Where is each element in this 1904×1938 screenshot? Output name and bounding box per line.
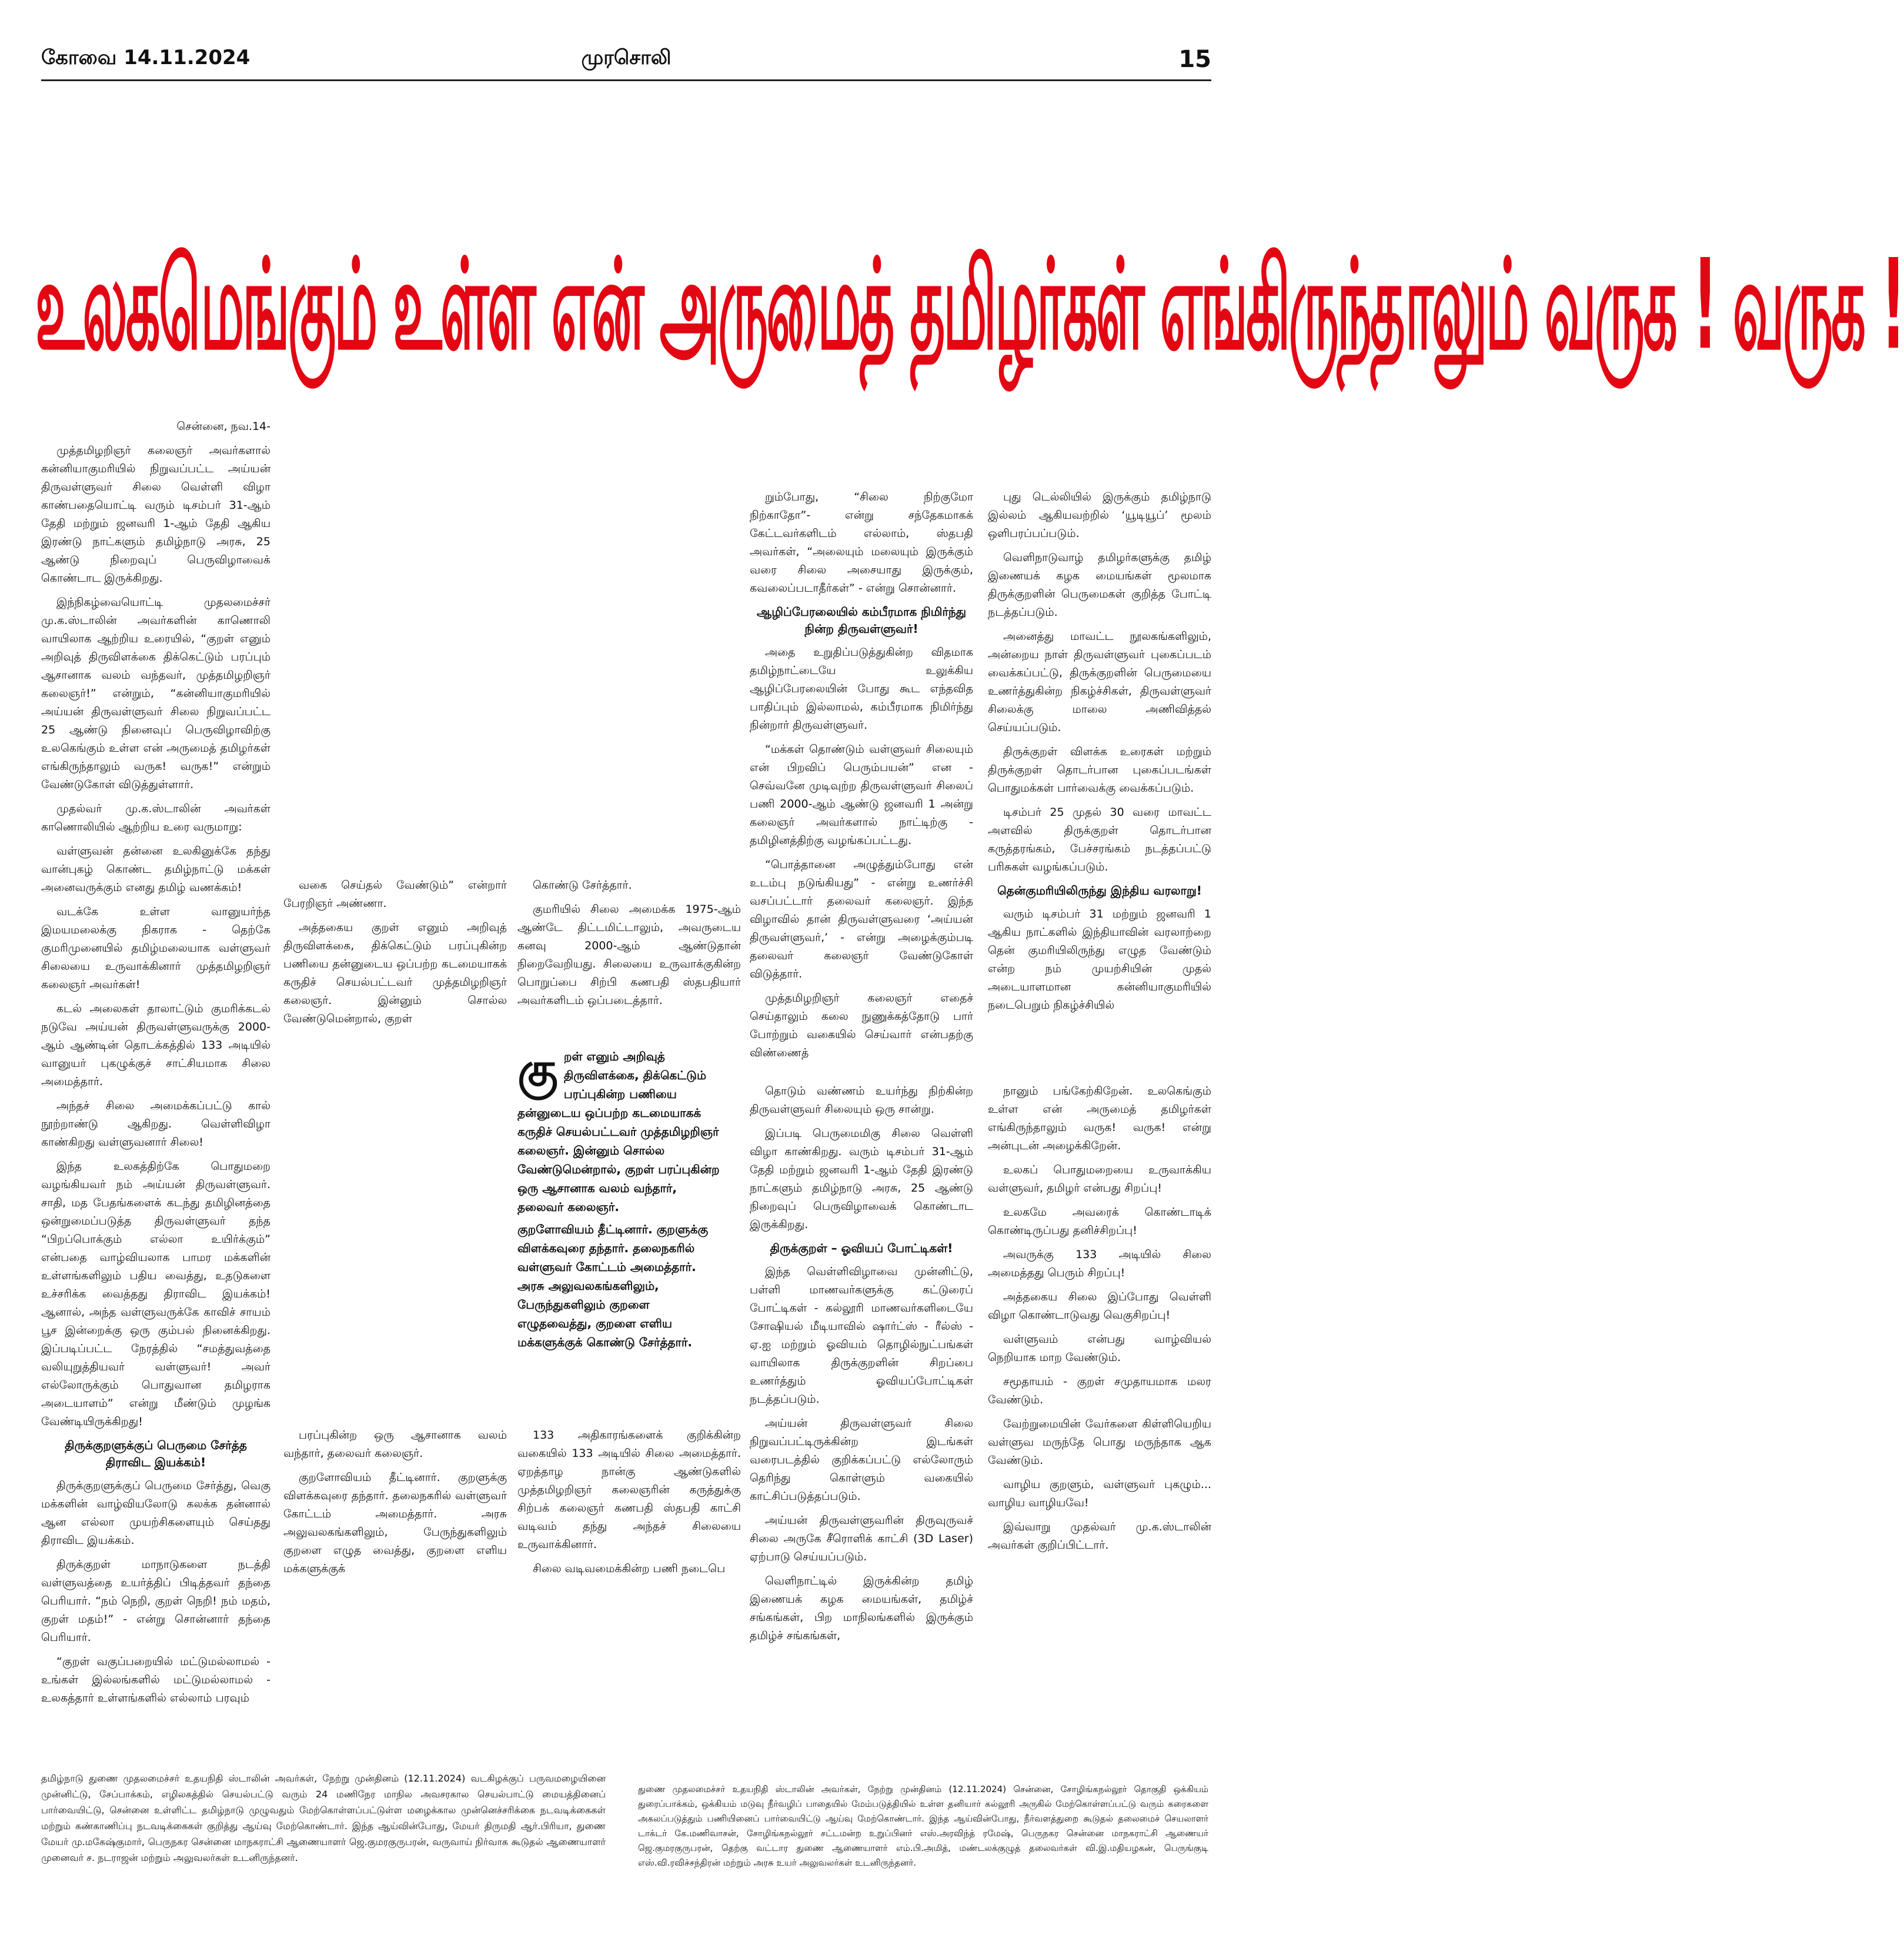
- article-column-3-upper: [517, 876, 741, 1016]
- article-column-2-upper: [283, 876, 507, 1034]
- article-column-2-lower: [283, 1426, 507, 1584]
- subheading: திருக்குறள் – ஓவியப் போட்டிகள்!: [770, 1241, 953, 1255]
- paragraph: பரப்புகின்ற ஒரு ஆசானாக வலம் வந்தார், தலைவர் கலைஞர்.: [283, 1429, 507, 1460]
- paragraph: இந்நிகழ்வையொட்டி முதலமைச்சர் மு.க.ஸ்டாலின் அவர்களின் காணொலி வாயிலாக ஆற்றிய உரையில், “குறள் எனும் அறிவுத் திருவிளக்கை திக்கெட்டும் பரப்பும் ஆசானாக வலம் வந்தவர், முத்தமிழறிஞர் கலைஞர்!” என்றும், “கன்னியாகுமரியில் அய்யன் திருவள்ளுவர் சிலை நிறுவப்பட்ட 25 ஆண்டு நினைவுப் பெருவிழாவிற்கு உலகெங்கும் உள்ள என் அருமைத் தமிழர்கள் எங்கிருந்தாலும் வருக! வருக!” என்றும் வேண்டுகோள் விடுத்துள்ளார்.: [41, 596, 270, 791]
- masthead: முரசொலி: [581, 46, 672, 69]
- paragraph: அய்யன் திருவள்ளுவர் சிலை நிறுவப்பட்டிருக்கின்ற இடங்கள் வரைபடத்தில் குறிக்கப்பட்டு எல்லோரும் தெரிந்து கொள்ளும் வகையில் காட்சிப்படுத்தப்படும்.: [750, 1417, 973, 1503]
- subheading: தென்குமரியிலிருந்து இந்திய வரலாறு!: [997, 883, 1202, 898]
- paragraph: முத்தமிழறிஞர் கலைஞர் அவர்களால் கன்னியாகுமரியில் நிறுவப்பட்ட அய்யன் திருவள்ளுவர் சிலை வெள்ளி விழா காண்பதையொட்டி வரும் டிசம்பர் 31-ஆம் தேதி மற்றும் ஜனவரி 1-ஆம் தேதி ஆகிய இரண்டு நாட்களும் தமிழ்நாடு அரசு, 25 ஆண்டு நிறைவுப் பெருவிழாவைக் கொண்டாட இருக்கிறது.: [41, 444, 270, 585]
- paragraph: வேற்றுமையின் வேர்களை கிள்ளியெறிய வள்ளுவ மருந்தே பொது மருந்தாக ஆக வேண்டும்.: [988, 1417, 1211, 1467]
- subheading: ஆழிப்பேரலையில் கம்பீரமாக நிமிர்ந்து நின்ற திருவள்ளுவர்!: [756, 605, 967, 636]
- paragraph: வெளிநாடுவாழ் தமிழர்களுக்கு தமிழ் இணையக் கழக மையங்கள் மூலமாக திருக்குறளின் பெருமைகள் குறித்த போட்டி நடத்தப்படும்.: [988, 551, 1211, 619]
- paragraph: இந்த உலகத்திற்கே பொதுமறை வழங்கியவர் நம் அய்யன் திருவள்ளுவர். சாதி, மத பேதங்களைக் கடந்து தமிழினத்தை ஒன்றுமைப்படுத்த திருவள்ளுவர் தந்த “பிறப்பொக்கும் எல்லா உயிர்க்கும்” என்பதை வாழ்வியலாக பாமர மக்களின் உள்ளங்களிலும் பதிய வைத்து, உதடுகளை உச்சரிக்க வைத்தது திராவிட இயக்கம்! ஆனால், அந்த வள்ளுவருக்கே காவிச் சாயம் பூச இன்றைக்கு ஒரு கும்பல் நினைக்கிறது. இப்படிப்பட்ட நேரத்தில் “சமத்துவத்தை வலியுறுத்தியவர் வள்ளுவர்! அவர் எல்லோருக்கும் பொதுவான தமிழராக அடையாளம்” என்று மீண்டும் முழங்க வேண்டியிருக்கிறது!: [41, 1160, 270, 1428]
- article-column-5: [988, 488, 1211, 1020]
- paragraph: வாழிய குறளும், வள்ளுவர் புகழும்... வாழிய வாழியவே!: [988, 1478, 1211, 1509]
- article-column-4-lower: [750, 1082, 973, 1651]
- paragraph: இப்படி பெருமைமிகு சிலை வெள்ளி விழா காண்கிறது. வரும் டிசம்பர் 31-ஆம் தேதி மற்றும் ஜனவரி 1-ஆம் தேதி இரண்டு நாட்களும் தமிழ்நாடு அரசு, 25 ஆண்டு நிறைவுப் பெருவிழாவைக் கொண்டாட இருக்கிறது.: [750, 1127, 973, 1231]
- paragraph: 133 அதிகாரங்களைக் குறிக்கின்ற வகையில் 133 அடியில் சிலை அமைத்தார். ஏறத்தாழ நான்கு ஆண்டுகளில் முத்தமிழறிஞர் கலைஞரின் கருத்துக்கு சிற்பக் கலைஞர் கணபதி ஸ்தபதி காட்சி வடிவம் தந்து அந்தச் சிலையை உருவாக்கினார்.: [517, 1429, 741, 1551]
- page-header: [41, 46, 1211, 81]
- paragraph: திருக்குறள் விளக்க உரைகள் மற்றும் திருக்குறள் தொடர்பான புகைப்படங்கள் பொதுமக்கள் பார்வைக்கு வைக்கப்படும்.: [988, 745, 1211, 795]
- paragraph: அத்தகைய சிலை இப்போது வெள்ளி விழா கொண்டாடுவது வெகுசிறப்பு!: [988, 1290, 1211, 1322]
- article-column-1: [41, 418, 270, 1713]
- paragraph: “பொத்தானை அழுத்தும்போது என் உடம்பு நடுங்கியது” - என்று உணர்ச்சி வசப்பட்டார் தலைவர் கலைஞர். இந்த விழாவில் தான் திருவள்ளுவரை ‘அய்யன் திருவள்ளுவர்,’ - என்று அழைக்கும்படி தலைவர் கலைஞர் வேண்டுகோள் விடுத்தார்.: [750, 858, 973, 980]
- subheading: திருக்குறளுக்குப் பெருமை சேர்த்த திராவிட இயக்கம்!: [65, 1438, 247, 1469]
- paragraph: திருக்குறள் மாநாடுகளை நடத்தி வள்ளுவத்தை உயர்த்திப் பிடித்தவர் தந்தை பெரியார். “நம் நெறி, குறள் நெறி! நம் மதம், குறள் மதம்!” - என்று சொன்னார் தந்தை பெரியார்.: [41, 1558, 270, 1644]
- paragraph: புது டெல்லியில் இருக்கும் தமிழ்நாடு இல்லம் ஆகியவற்றில் ‘யூடியூப்’ மூலம் ஒளிபரப்பப்படும்.: [988, 491, 1211, 540]
- paragraph: உலகப் பொதுமறையை உருவாக்கிய வள்ளுவர், தமிழர் என்பது சிறப்பு!: [988, 1163, 1211, 1195]
- pull-quote-text: குறளோவியம் தீட்டினார். குறளுக்கு விளக்கவுரை தந்தார். தலைநகரில் வள்ளுவர் கோட்டம் அமைத்தார். அரசு அலுவலகங்களிலும், பேருந்துகளிலும் குறளை எழுதவைத்து, குறளை எளிய மக்களுக்குக் கொண்டு சேர்த்தார்.: [517, 1222, 709, 1349]
- article-column-5-lower: [988, 1082, 1211, 1560]
- article-column-4: [750, 488, 973, 1068]
- paragraph: அனைத்து மாவட்ட நூலகங்களிலும், அன்றைய நாள் திருவள்ளுவர் புகைப்படம் வைக்கப்பட்டு, திருக்குறளின் பெருமையை உணர்த்துகின்ற நிகழ்ச்சிகள், திருவள்ளுவர் சிலைக்கு மாலை அணிவித்தல் செய்யப்படும்.: [988, 630, 1211, 734]
- paragraph: வெளிநாட்டில் இருக்கின்ற தமிழ் இணையக் கழக மையங்கள், தமிழ்ச் சங்கங்கள், பிற மாநிலங்களில் இருக்கும் தமிழ்ச் சங்கங்கள்,: [750, 1575, 973, 1642]
- page-number: 15: [1178, 46, 1211, 73]
- drop-cap: கு: [517, 1043, 558, 1096]
- paragraph: அவருக்கு 133 அடியில் சிலை அமைத்தது பெரும் சிறப்பு!: [988, 1248, 1211, 1279]
- paragraph: “மக்கள் தொண்டும் வள்ளுவர் சிலையும் என் பிறவிப் பெரும்பயன்” என - செவ்வனே முடிவுற்ற திருவள்ளுவர் சிலைப் பணி 2000-ஆம் ஆண்டு ஜனவரி 1 அன்று கலைஞர் அவர்களால் நாட்டிற்கு - தமிழினத்திற்கு வழங்கப்பட்டது.: [750, 743, 973, 847]
- paragraph: முத்தமிழறிஞர் கலைஞர் எதைச் செய்தாலும் கலை நுணுக்கத்தோடு பார் போற்றும் வகையில் செய்வார் என்பதற்கு விண்ணைத்: [750, 992, 973, 1059]
- paragraph: டிசம்பர் 25 முதல் 30 வரை மாவட்ட அளவில் திருக்குறள் தொடர்பான கருத்தரங்கம், பேச்சரங்கம் நடத்தப்பட்டு பரிசுகள் வழங்கப்படும்.: [988, 806, 1211, 873]
- paragraph: “குறள் வகுப்பறையில் மட்டுமல்லாமல் - உங்கள் இல்லங்களில் மட்டுமல்லாமல் - உலகத்தார் உள்ளங்களில் எல்லாம் பரவும்: [41, 1655, 270, 1704]
- photo-caption-right: துணை முதலமைச்சர் உதயநிதி ஸ்டாலின் அவர்கள், நேற்று முன்தினம் (12.11.2024) சென்னை, சோழிங்கநல்லூர் தொகுதி ஒக்கியம் துரைப்பாக்கம், ஒக்கியம் மடுவு நீர்வழிப் பாதையில் மேம்படுத்தியில் உள்ள தனியார் கல்லூரி அருகில் மேற்கொள்ளப்பட்டு வரும் கரைகளை அகலப்படுத்தும் பணியினைப் பார்வையிட்டு ஆய்வு மேற்கொண்டார். இந்த ஆய்வின்போது, நீர்வளத்துறை கூடுதல் தலைமைச் செயலாளர் டாக்டர் கே.மணிவாசன், சோழிங்கநல்லூர் சட்டமன்ற உறுப்பினர் எஸ்.அரவிந்த் ரமேஷ், பெருநகர சென்னை மாநகராட்சி ஆணையர் ஜெ.குமரகுருபரன், தெற்கு வட்டார துணை ஆணையாளர் எம்.பி.அமித், மண்டலக்குழுத் தலைவர்கள் வி.இ.மதியழகன், பெருங்குடி எஸ்.வி.ரவிச்சந்திரன் மற்றும் அரசு உயர் அலுவலர்கள் உடனிருந்தனர்.: [638, 1784, 1208, 1868]
- paragraph: வரும் டிசம்பர் 31 மற்றும் ஜனவரி 1 ஆகிய நாட்களில் இந்தியாவின் வரலாற்றை தென் குமரியிலிருந்து எழுத வேண்டும் என்ற நம் முயற்சியின் முதல் அடையாளமான கன்னியாகுமரியில் நடைபெறும் நிகழ்ச்சியில்: [988, 908, 1211, 1012]
- paragraph: அய்யன் திருவள்ளுவரின் திருவுருவச் சிலை அருகே சீரொளிக் காட்சி (3D Laser) ஏற்பாடு செய்யப்படும்.: [750, 1514, 973, 1563]
- paragraph: கடல் அலைகள் தாலாட்டும் குமரிக்கடல் நடுவே அய்யன் திருவள்ளுவருக்கு 2000-ஆம் ஆண்டின் தொடக்கத்தில் 133 அடியில் வானுயர் புகழுக்குச் சாட்சியமாக சிலை அமைத்தார்.: [41, 1002, 270, 1088]
- dateline: சென்னை, நவ.14-: [176, 420, 270, 433]
- headline: உலகமெங்கும் உள்ள என் அருமைத் தமிழர்கள் எங்கிருந்தாலும் வருக ! வருக !: [35, 232, 1904, 378]
- paragraph: வள்ளுவம் என்பது வாழ்வியல் நெறியாக மாற வேண்டும்.: [988, 1333, 1211, 1364]
- pull-quote-text: றள் எனும் அறிவுத் திருவிளக்கை, திக்கெட்டும் பரப்புகின்ற பணியை தன்னுடைய ஒப்பற்ற கடமையாகக் கருதிச் செயல்பட்டவர் முத்தமிழறிஞர் கலைஞர். இன்னும் சொல்ல வேண்டுமென்றால், குறள் பரப்புகின்ற ஒரு ஆசானாக வலம் வந்தார், தலைவர் கலைஞர்.: [517, 1049, 720, 1214]
- paragraph: இந்த வெள்ளிவிழாவை முன்னிட்டு, பள்ளி மாணவர்களுக்கு கட்டுரைப் போட்டிகள் - கல்லூரி மாணவர்களிடையே சோஷியல் மீடியாவில் ஷார்ட்ஸ் - ரீல்ஸ் - ஏ.ஐ மற்றும் ஓவியம் தொழில்நுட்பங்கள் வாயிலாக திருக்குறளின் சிறப்பை உணர்த்தும் ஓவியப்போட்டிகள் நடத்தப்படும்.: [750, 1265, 973, 1406]
- paragraph: றும்போது, “சிலை நிற்குமோ நிற்காதோ”- என்று சந்தேகமாகக் கேட்டவர்களிடம் எல்லாம், ஸ்தபதி அவர்கள், “அலையும் மலையும் இருக்கும் வரை சிலை அசையாது இருக்கும், கவலைப்படாதீர்கள்” - என்று சொன்னார்.: [750, 491, 973, 595]
- paragraph: குறளோவியம் தீட்டினார். குறளுக்கு விளக்கவுரை தந்தார். தலைநகரில் வள்ளுவர் கோட்டம் அமைத்தார். அரசு அலுவலகங்களிலும், பேருந்துகளிலும் குறளை எழுத வைத்து, குறளை எளிய மக்களுக்குக்: [283, 1471, 507, 1575]
- pull-quote: [517, 1043, 720, 1423]
- paragraph: தொடும் வண்ணம் உயர்ந்து நிற்கின்ற திருவள்ளுவர் சிலையும் ஒரு சான்று.: [750, 1085, 973, 1116]
- paragraph: வள்ளுவன் தன்னை உலகினுக்கே தந்து வான்புகழ் கொண்ட தமிழ்நாட்டு மக்கள் அனைவருக்கும் எனது தமிழ் வணக்கம்!: [41, 845, 270, 894]
- paragraph: முதல்வர் மு.க.ஸ்டாலின் அவர்கள் காணொலியில் ஆற்றிய உரை வருமாறு:: [41, 802, 270, 833]
- edition-date: கோவை 14.11.2024: [41, 46, 250, 69]
- paragraph: உலகமே அவரைக் கொண்டாடிக் கொண்டிருப்பது தனிச்சிறப்பு!: [988, 1206, 1211, 1237]
- article-column-3-lower: [517, 1426, 741, 1584]
- header-rule: [41, 79, 1211, 81]
- paragraph: வடக்கே உள்ள வானுயர்ந்த இமயமலைக்கு நிகராக - தெற்கே குமரிமுனையில் தமிழ்மலையாக வள்ளுவர் சிலையை உருவாக்கினார் முத்தமிழறிஞர் கலைஞர் அவர்கள்!: [41, 905, 270, 991]
- paragraph: சிலை வடிவமைக்கின்ற பணி நடைபெ: [533, 1562, 726, 1575]
- photo-caption-left: தமிழ்நாடு துணை முதலமைச்சர் உதயநிதி ஸ்டாலின் அவர்கள், நேற்று முன்தினம் (12.11.2024) வடகிழக்குப் பருவமழையினை முன்னிட்டு, சேப்பாக்கம், எழிலகத்தில் செயல்பட்டு வரும் 24 மணிநேர மாநில அவசரகால செயல்பாட்டு மையத்தினைப் பார்வையிட்டு, சென்னை உள்ளிட்ட தமிழ்நாடு முழுவதும் மேற்கொள்ளப்பட்டுள்ள மழைக்கால முன்னெச்சரிக்கை நடவடிக்கைகள் மற்றும் கண்காணிப்பு நடவடிக்கைகள் குறித்து ஆய்வு மேற்கொண்டார். இந்த ஆய்வின்போது, மேயர் திருமதி ஆர்.பிரியா, துணை மேயர் மு.மகேஷ்குமார், பெருநகர சென்னை மாநகராட்சி ஆணையாளர் ஜெ.குமரகுருபரன், வருவாய் நிர்வாக கூடுதல் ஆணையாளர் முனைவர் ச. நடராஜன் மற்றும் அலுவலர்கள் உடனிருந்தனர்.: [41, 1773, 606, 1863]
- paragraph: அத்தகைய குறள் எனும் அறிவுத் திருவிளக்கை, திக்கெட்டும் பரப்புகின்ற பணியை தன்னுடைய ஒப்பற்ற கடமையாகக் கருதிச் செயல்பட்டவர் முத்தமிழறிஞர் கலைஞர். இன்னும் சொல்ல வேண்டுமென்றால், குறள்: [283, 921, 507, 1025]
- paragraph: நானும் பங்கேற்கிறேன். உலகெங்கும் உள்ள என் அருமைத் தமிழர்கள் எங்கிருந்தாலும் வருக! வருக! என்று அன்புடன் அழைக்கிறேன்.: [988, 1085, 1211, 1152]
- paragraph: சமூதாயம் - குறள் சமுதாயமாக மலர வேண்டும்.: [988, 1375, 1211, 1406]
- paragraph: குமரியில் சிலை அமைக்க 1975-ஆம் ஆண்டே திட்டமிட்டாலும், அவருடைய கனவு 2000-ஆம் ஆண்டுதான் நிறைவேறியது. சிலையை உருவாக்குகின்ற பொறுப்பை சிற்பி கணபதி ஸ்தபதியார் அவர்களிடம் ஒப்படைத்தார்.: [517, 903, 741, 1007]
- paragraph: அந்தச் சிலை அமைக்கப்பட்டு கால் நூற்றாண்டு ஆகிறது. வெள்ளிவிழா காண்கிறது வள்ளுவனார் சிலை!: [41, 1099, 270, 1149]
- paragraph: அதை உறுதிப்படுத்துகின்ற விதமாக தமிழ்நாட்டையே உலுக்கிய ஆழிப்பேரலையின் போது கூட எந்தவித பாதிப்பும் இல்லாமல், கம்பீரமாக நிமிர்ந்து நின்றார் திருவள்ளுவர்.: [750, 646, 973, 732]
- paragraph: வகை செய்தல் வேண்டும்” என்றார் பேரறிஞர் அண்ணா.: [283, 879, 507, 910]
- paragraph: கொண்டு சேர்த்தார்.: [533, 879, 632, 892]
- paragraph: இவ்வாறு முதல்வர் மு.க.ஸ்டாலின் அவர்கள் குறிப்பிட்டார்.: [988, 1520, 1211, 1552]
- paragraph: திருக்குறளுக்குப் பெருமை சேர்த்து, வெகு மக்களின் வாழ்வியலோடு கலக்க தன்னால் ஆன எல்லா முயற்சிகளையும் செய்தது திராவிட இயக்கம்.: [41, 1479, 270, 1547]
